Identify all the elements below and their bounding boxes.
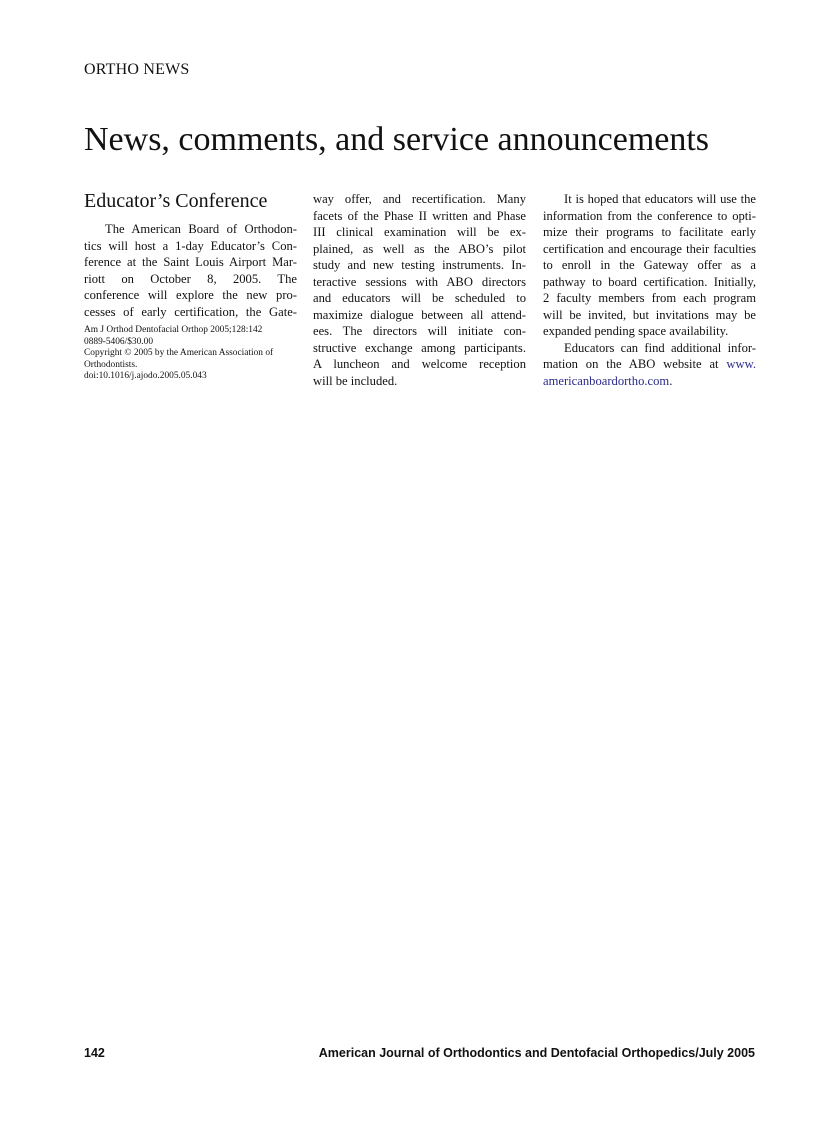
text-line: to enroll in the Gateway offer as a: [543, 258, 756, 273]
text-line: Copyright © 2005 by the American Association of: [84, 348, 274, 359]
column-1: [84, 221, 297, 320]
text-line: Educators can find additional infor-: [564, 340, 756, 355]
text-line: mize their programs to facilitate early: [543, 225, 756, 240]
text-line: 2 faculty members from each program: [543, 291, 756, 306]
text-line: americanboardortho.com.: [543, 374, 673, 389]
text-line: plained, as well as the ABO’s pilot: [313, 241, 526, 256]
text-line: A luncheon and welcome reception: [313, 357, 526, 372]
text-line: riott on October 8, 2005. The: [84, 271, 297, 286]
article-heading: Educator’s Conference: [84, 190, 268, 212]
text-line: The American Board of Orthodon-: [105, 222, 297, 236]
text-line: conference will explore the new pro-: [84, 288, 297, 303]
text-line: expanded pending space availability.: [543, 324, 729, 339]
text-line: and educators will be scheduled to: [313, 291, 526, 306]
text-line: Orthodontists.: [84, 359, 138, 370]
citation-metadata: [84, 325, 299, 383]
page-title: News, comments, and service announcements: [84, 121, 710, 158]
text-line: certification and encourage their faculties: [543, 241, 756, 256]
text-line: cesses of early certification, the Gate-: [84, 304, 297, 319]
column-3: [543, 191, 756, 390]
text-line: It is hoped that educators will use the: [564, 192, 756, 206]
text-line: doi:10.1016/j.ajodo.2005.05.043: [84, 371, 207, 382]
website-link[interactable]: americanboardortho.com: [543, 374, 670, 389]
text-line: will be invited, but invitations may be: [543, 307, 756, 322]
website-link-part1[interactable]: www.: [726, 357, 756, 372]
text-line: ees. The directors will initiate con-: [313, 324, 526, 339]
text-line: study and new testing instruments. In-: [313, 258, 526, 273]
text-line: III clinical examination will be ex-: [313, 225, 526, 240]
text-line: teractive sessions with ABO directors: [313, 274, 526, 289]
section-label: ORTHO NEWS: [84, 61, 190, 78]
text-line: 0889-5406/$30.00: [84, 336, 154, 347]
text-line: information from the conference to opti-: [543, 208, 756, 223]
journal-footer: American Journal of Orthodontics and Dentofacial Orthopedics/July 2005: [318, 1046, 755, 1060]
text-line: way offer, and recertification. Many: [313, 192, 526, 206]
page-number: 142: [84, 1046, 105, 1060]
text-line: ference at the Saint Louis Airport Mar-: [84, 255, 297, 270]
column-2: [313, 191, 526, 390]
text-line: tics will host a 1-day Educator’s Con-: [84, 238, 297, 253]
text-line: structive exchange among participants.: [313, 340, 526, 355]
text-line: pathway to board certification. Initially,: [543, 274, 756, 289]
text-line: mation on the ABO website at www.: [543, 357, 756, 372]
text-line: facets of the Phase II written and Phase: [313, 208, 526, 223]
text-line: maximize dialogue between all attend-: [313, 307, 526, 322]
text-line: Am J Orthod Dentofacial Orthop 2005;128:142: [84, 325, 263, 335]
text-line: will be included.: [313, 374, 398, 389]
